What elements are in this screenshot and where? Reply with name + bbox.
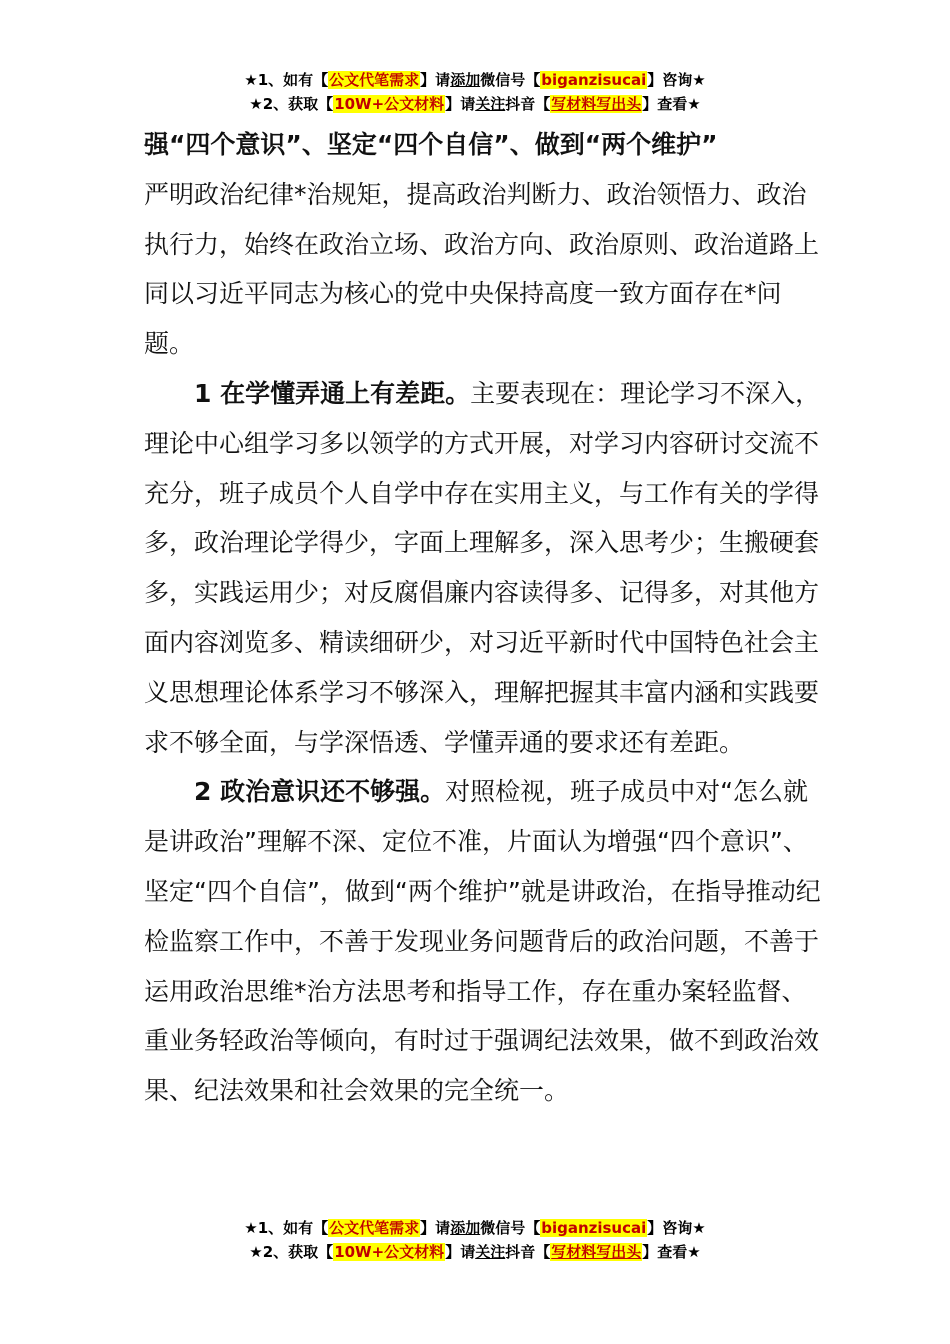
banner-text: ★1、如有【 bbox=[244, 71, 329, 89]
paragraph-body: 主要表现在：理论学习不深入，理论中心组学习多以领学的方式开展，对学习内容研讨交流不充分，班子成员个人自学中存在实用主义，与工作有关的学得多，政治理论学得少，字面上理解多，深入思考少；生搬硬套多，实践运用少；对反腐倡廉内容读得多、记得多，对其他方面内容浏览多、精读细研少，对习近平新时代中国特色社会主义思想理论体系学习不够深入，理解把握其丰富内涵和实践要求不够全面，与学深悟透、学懂弄通的要求还有差距。 bbox=[144, 378, 821, 757]
banner-text: ★1、如有【 bbox=[244, 1219, 329, 1237]
banner-text: ★2、获取【 bbox=[249, 1243, 334, 1261]
highlight-wechat-id: biganzisucai bbox=[541, 1219, 647, 1237]
paragraph-lead: 2 政治意识还不够强。 bbox=[194, 777, 446, 807]
banner-text: 微信号【 bbox=[480, 1219, 541, 1237]
banner-text: ★2、获取【 bbox=[249, 95, 334, 113]
banner-line-2 bbox=[0, 1240, 950, 1264]
intro-paragraph: 严明政治纪律*治规矩，提高政治判断力、政治领悟力、政治执行力，始终在政治立场、政治方向、政治原则、政治道路上同以习近平同志为核心的党中央保持高度一致方面存在*问题。 bbox=[144, 179, 820, 359]
banner-line-2 bbox=[0, 92, 950, 116]
paragraph-1 bbox=[144, 369, 824, 767]
banner-emphasis: 添加 bbox=[450, 71, 481, 89]
highlight-materials: 10W+公文材料 bbox=[334, 1243, 445, 1261]
banner-emphasis: 关注 bbox=[475, 1243, 506, 1261]
banner-text: 抖音【 bbox=[505, 95, 551, 113]
banner-text: 微信号【 bbox=[480, 71, 541, 89]
banner-text: 】查看★ bbox=[642, 95, 701, 113]
footer-banner bbox=[0, 1216, 950, 1264]
banner-text: 】请 bbox=[445, 95, 476, 113]
banner-emphasis: 添加 bbox=[450, 1219, 481, 1237]
highlight-douyin-account: 写材料写出头 bbox=[551, 95, 642, 113]
header-banner bbox=[0, 68, 950, 116]
banner-text: 抖音【 bbox=[505, 1243, 551, 1261]
highlight-service: 公文代笔需求 bbox=[329, 1219, 420, 1237]
highlight-wechat-id: biganzisucai bbox=[541, 71, 647, 89]
paragraph-2 bbox=[144, 767, 824, 1116]
banner-text: 】请 bbox=[420, 1219, 451, 1237]
highlight-douyin-account: 写材料写出头 bbox=[551, 1243, 642, 1261]
banner-text: 】请 bbox=[420, 71, 451, 89]
banner-emphasis: 关注 bbox=[475, 95, 506, 113]
highlight-materials: 10W+公文材料 bbox=[334, 95, 445, 113]
section-heading: 强“四个意识”、坚定“四个自信”、做到“两个维护” bbox=[144, 130, 718, 159]
banner-text: 】咨询★ bbox=[647, 71, 706, 89]
paragraph-body: 对照检视，班子成员中对“怎么就是讲政治”理解不深、定位不准，片面认为增强“四个意识”、坚定“四个自信”，做到“两个维护”就是讲政治，在指导推动纪检监察工作中，不善于发现业务问题背后的政治问题，不善于运用政治思维*治方法思考和指导工作，存在重办案轻监督、重业务轻政治等倾向，有时过于强调纪法效果，做不到政治效果、纪法效果和社会效果的完全统一。 bbox=[144, 777, 821, 1106]
banner-text: 】查看★ bbox=[642, 1243, 701, 1261]
document-body bbox=[144, 120, 824, 1116]
highlight-service: 公文代笔需求 bbox=[329, 71, 420, 89]
banner-line-1 bbox=[0, 68, 950, 92]
paragraph-lead: 1 在学懂弄通上有差距。 bbox=[194, 378, 471, 408]
banner-text: 】咨询★ bbox=[647, 1219, 706, 1237]
banner-text: 】请 bbox=[445, 1243, 476, 1261]
banner-line-1 bbox=[0, 1216, 950, 1240]
